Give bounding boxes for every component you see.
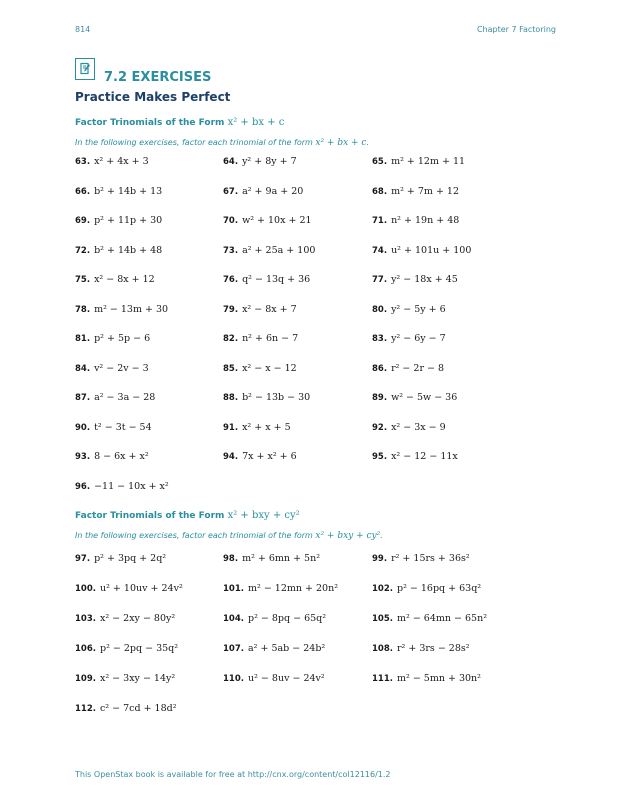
exercise-item (372, 156, 465, 167)
exercise-expression: m² − 64mn − 65n² (396, 613, 488, 624)
exercise-expression: r² − 2r − 8 (391, 362, 445, 374)
exercise-item (223, 643, 325, 654)
exercise-number: 80. (372, 304, 388, 315)
part1-instruction-text: In the following exercises, factor each trinomial of the form (75, 138, 313, 147)
exercise-number: 100. (75, 584, 96, 594)
exercise-expression: p² + 3pq + 2q² (94, 553, 167, 564)
exercise-item (75, 673, 175, 684)
exercise-expression: p² + 11p + 30 (94, 215, 163, 226)
exercise-number: 102. (372, 584, 393, 594)
exercise-expression: y² + 8y + 7 (242, 156, 297, 167)
exercise-number: 86. (372, 363, 388, 374)
exercise-expression: x² − 8x + 12 (94, 274, 155, 285)
exercise-item (223, 583, 338, 594)
part2-instruction-text: In the following exercises, factor each trinomial of the form (75, 531, 313, 540)
exercise-item (75, 156, 149, 167)
exercise-item (75, 643, 178, 654)
exercise-expression: a² + 9a + 20 (242, 185, 304, 197)
exercise-number: 64. (223, 157, 239, 167)
exercise-number: 90. (75, 422, 91, 433)
exercise-number: 68. (372, 186, 388, 197)
exercise-number: 65. (372, 157, 388, 167)
exercise-item (75, 451, 149, 462)
part2-heading-math: x² + bxy + cy² (227, 510, 300, 521)
part2-instruction (75, 531, 383, 541)
exercise-item (223, 673, 325, 684)
exercise-number: 92. (372, 422, 388, 433)
exercise-expression: x² − 3xy − 14y² (99, 673, 176, 684)
exercise-item (75, 363, 149, 374)
exercise-expression: m² − 12mn + 20n² (247, 583, 339, 594)
exercise-number: 85. (223, 363, 239, 374)
exercise-item (223, 363, 297, 374)
exercise-number: 108. (372, 644, 393, 654)
exercise-expression: m² − 5mn + 30n² (396, 673, 481, 684)
exercise-number: 107. (223, 644, 244, 654)
exercise-expression: b² + 14b + 13 (94, 185, 163, 197)
exercise-number: 105. (372, 614, 393, 624)
part1-heading (75, 117, 284, 128)
exercise-expression: w² + 10x + 21 (242, 215, 312, 226)
exercise-expression: b² + 14b + 48 (94, 244, 163, 256)
exercise-number: 79. (223, 304, 239, 315)
exercise-item (223, 304, 297, 315)
exercise-number: 91. (223, 422, 239, 433)
exercise-item (223, 215, 312, 226)
chapter-title: Chapter 7 Factoring (476, 25, 556, 34)
exercise-item (75, 304, 168, 315)
exercise-number: 71. (372, 216, 388, 226)
exercise-expression: n² + 19n + 48 (391, 215, 460, 226)
exercise-item (372, 583, 481, 594)
exercise-number: 76. (223, 275, 239, 285)
exercise-item (223, 613, 326, 624)
exercise-expression: −11 − 10x + x² (94, 480, 169, 492)
exercise-number: 78. (75, 304, 91, 315)
exercise-expression: x² + 4x + 3 (94, 156, 149, 167)
exercise-number: 112. (75, 704, 96, 714)
exercise-expression: a² + 5ab − 24b² (247, 643, 326, 654)
exercise-number: 89. (372, 393, 388, 403)
exercise-expression: v² − 2v − 3 (94, 362, 149, 374)
exercise-item (372, 553, 470, 564)
exercise-item (372, 613, 487, 624)
part1-instruction-end: . (366, 138, 370, 147)
section-title: 7.2 EXERCISES (104, 70, 212, 85)
exercise-expression: r² + 3rs − 28s² (396, 643, 470, 654)
pencil-notebook-icon (75, 58, 95, 80)
exercise-expression: p² + 5p − 6 (94, 333, 151, 344)
exercise-expression: x² − 12 − 11x (391, 451, 458, 462)
exercise-expression: u² + 101u + 100 (391, 244, 472, 256)
exercise-expression: b² − 13b − 30 (242, 392, 311, 403)
exercise-number: 99. (372, 554, 388, 564)
exercise-item (372, 422, 446, 433)
exercise-item (223, 274, 310, 285)
exercise-number: 103. (75, 614, 96, 624)
exercise-expression: x² + x + 5 (242, 421, 291, 433)
exercise-expression: a² + 25a + 100 (242, 244, 316, 256)
exercise-expression: x² − 2xy − 80y² (99, 613, 176, 624)
exercise-expression: y² − 18x + 45 (391, 274, 458, 285)
exercise-item (223, 333, 298, 344)
exercise-expression: p² − 16pq + 63q² (396, 583, 482, 594)
exercise-expression: c² − 7cd + 18d² (99, 703, 177, 714)
exercise-item (75, 613, 175, 624)
exercise-item (223, 186, 303, 197)
exercise-item (372, 245, 471, 256)
exercise-expression: y² − 5y + 6 (391, 303, 446, 315)
exercise-number: 84. (75, 363, 91, 374)
exercise-item (75, 274, 155, 285)
part1-heading-math: x² + bx + c (227, 117, 285, 128)
exercise-number: 77. (372, 275, 388, 285)
exercise-expression: p² − 8pq − 65q² (247, 613, 327, 624)
exercise-number: 93. (75, 452, 91, 462)
exercise-expression: q² − 13q + 36 (242, 274, 311, 285)
page-number: 814 (75, 25, 91, 34)
exercise-item (75, 186, 162, 197)
part2-heading (75, 510, 300, 521)
exercise-expression: t² − 3t − 54 (94, 421, 152, 433)
exercise-expression: n² + 6n − 7 (242, 333, 299, 344)
exercise-number: 70. (223, 216, 239, 226)
part1-heading-text: Factor Trinomials of the Form (75, 118, 225, 128)
exercise-expression: u² − 8uv − 24v² (247, 673, 325, 684)
exercise-number: 98. (223, 554, 239, 564)
exercise-expression: r² + 15rs + 36s² (391, 553, 470, 564)
footer-note: This OpenStax book is available for free at http://cnx.org/content/col12116/1.2 (75, 770, 391, 779)
exercise-number: 66. (75, 186, 91, 197)
exercise-number: 101. (223, 584, 244, 594)
exercise-number: 69. (75, 216, 91, 226)
exercise-expression: x² − x − 12 (242, 362, 297, 374)
exercise-item (372, 215, 459, 226)
part2-instruction-math: x² + bxy + cy² (315, 531, 381, 541)
exercise-item (372, 186, 459, 197)
exercise-number: 63. (75, 157, 91, 167)
section-subtitle: Practice Makes Perfect (75, 90, 231, 104)
exercise-number: 95. (372, 452, 388, 462)
exercise-expression: x² − 8x + 7 (242, 303, 297, 315)
exercise-item (75, 245, 162, 256)
exercise-expression: m² − 13m + 30 (94, 303, 169, 315)
exercise-number: 109. (75, 674, 96, 684)
exercise-number: 73. (223, 245, 239, 256)
exercise-number: 72. (75, 245, 91, 256)
exercise-expression: x² − 3x − 9 (391, 421, 446, 433)
exercise-item (75, 703, 177, 714)
exercise-item (75, 583, 183, 594)
exercise-item (372, 451, 458, 462)
exercise-item (75, 553, 166, 564)
exercise-number: 75. (75, 275, 91, 285)
exercise-expression: u² + 10uv + 24v² (99, 583, 183, 594)
exercise-expression: y² − 6y − 7 (391, 333, 446, 344)
exercise-item (75, 392, 155, 403)
exercise-item (372, 643, 470, 654)
exercise-number: 87. (75, 393, 91, 403)
exercise-item (223, 451, 297, 462)
exercise-number: 96. (75, 481, 91, 492)
exercise-item (223, 553, 320, 564)
exercise-number: 88. (223, 393, 239, 403)
exercise-item (372, 274, 458, 285)
exercise-item (372, 333, 446, 344)
exercise-expression: m² + 6mn + 5n² (242, 553, 321, 564)
exercise-number: 111. (372, 674, 393, 684)
exercise-item (75, 481, 169, 492)
exercise-expression: 8 − 6x + x² (94, 451, 149, 462)
exercise-expression: m² + 7m + 12 (391, 185, 460, 197)
exercise-item (372, 673, 481, 684)
exercise-item (75, 422, 152, 433)
exercise-expression: a² − 3a − 28 (94, 392, 156, 403)
exercise-expression: p² − 2pq − 35q² (99, 643, 179, 654)
exercise-number: 83. (372, 334, 388, 344)
exercise-number: 110. (223, 674, 244, 684)
exercise-item (223, 245, 315, 256)
exercise-number: 81. (75, 334, 91, 344)
exercise-item (223, 392, 310, 403)
exercise-item (75, 333, 150, 344)
part1-instruction (75, 138, 369, 148)
exercise-number: 97. (75, 554, 91, 564)
exercise-number: 104. (223, 614, 244, 624)
part1-instruction-math: x² + bx + c (315, 138, 367, 148)
part2-heading-text: Factor Trinomials of the Form (75, 511, 225, 521)
exercise-number: 67. (223, 186, 239, 197)
exercise-number: 74. (372, 245, 388, 256)
exercise-number: 106. (75, 644, 96, 654)
exercise-item (223, 422, 291, 433)
exercise-expression: 7x + x² + 6 (242, 451, 297, 462)
exercise-item (372, 392, 457, 403)
exercise-number: 82. (223, 334, 239, 344)
exercise-item (75, 215, 162, 226)
exercise-expression: w² − 5w − 36 (391, 392, 458, 403)
exercise-expression: m² + 12m + 11 (391, 156, 466, 167)
exercise-item (372, 363, 444, 374)
part2-instruction-end: . (380, 531, 383, 540)
exercise-item (223, 156, 297, 167)
exercise-number: 94. (223, 452, 239, 462)
exercise-item (372, 304, 446, 315)
